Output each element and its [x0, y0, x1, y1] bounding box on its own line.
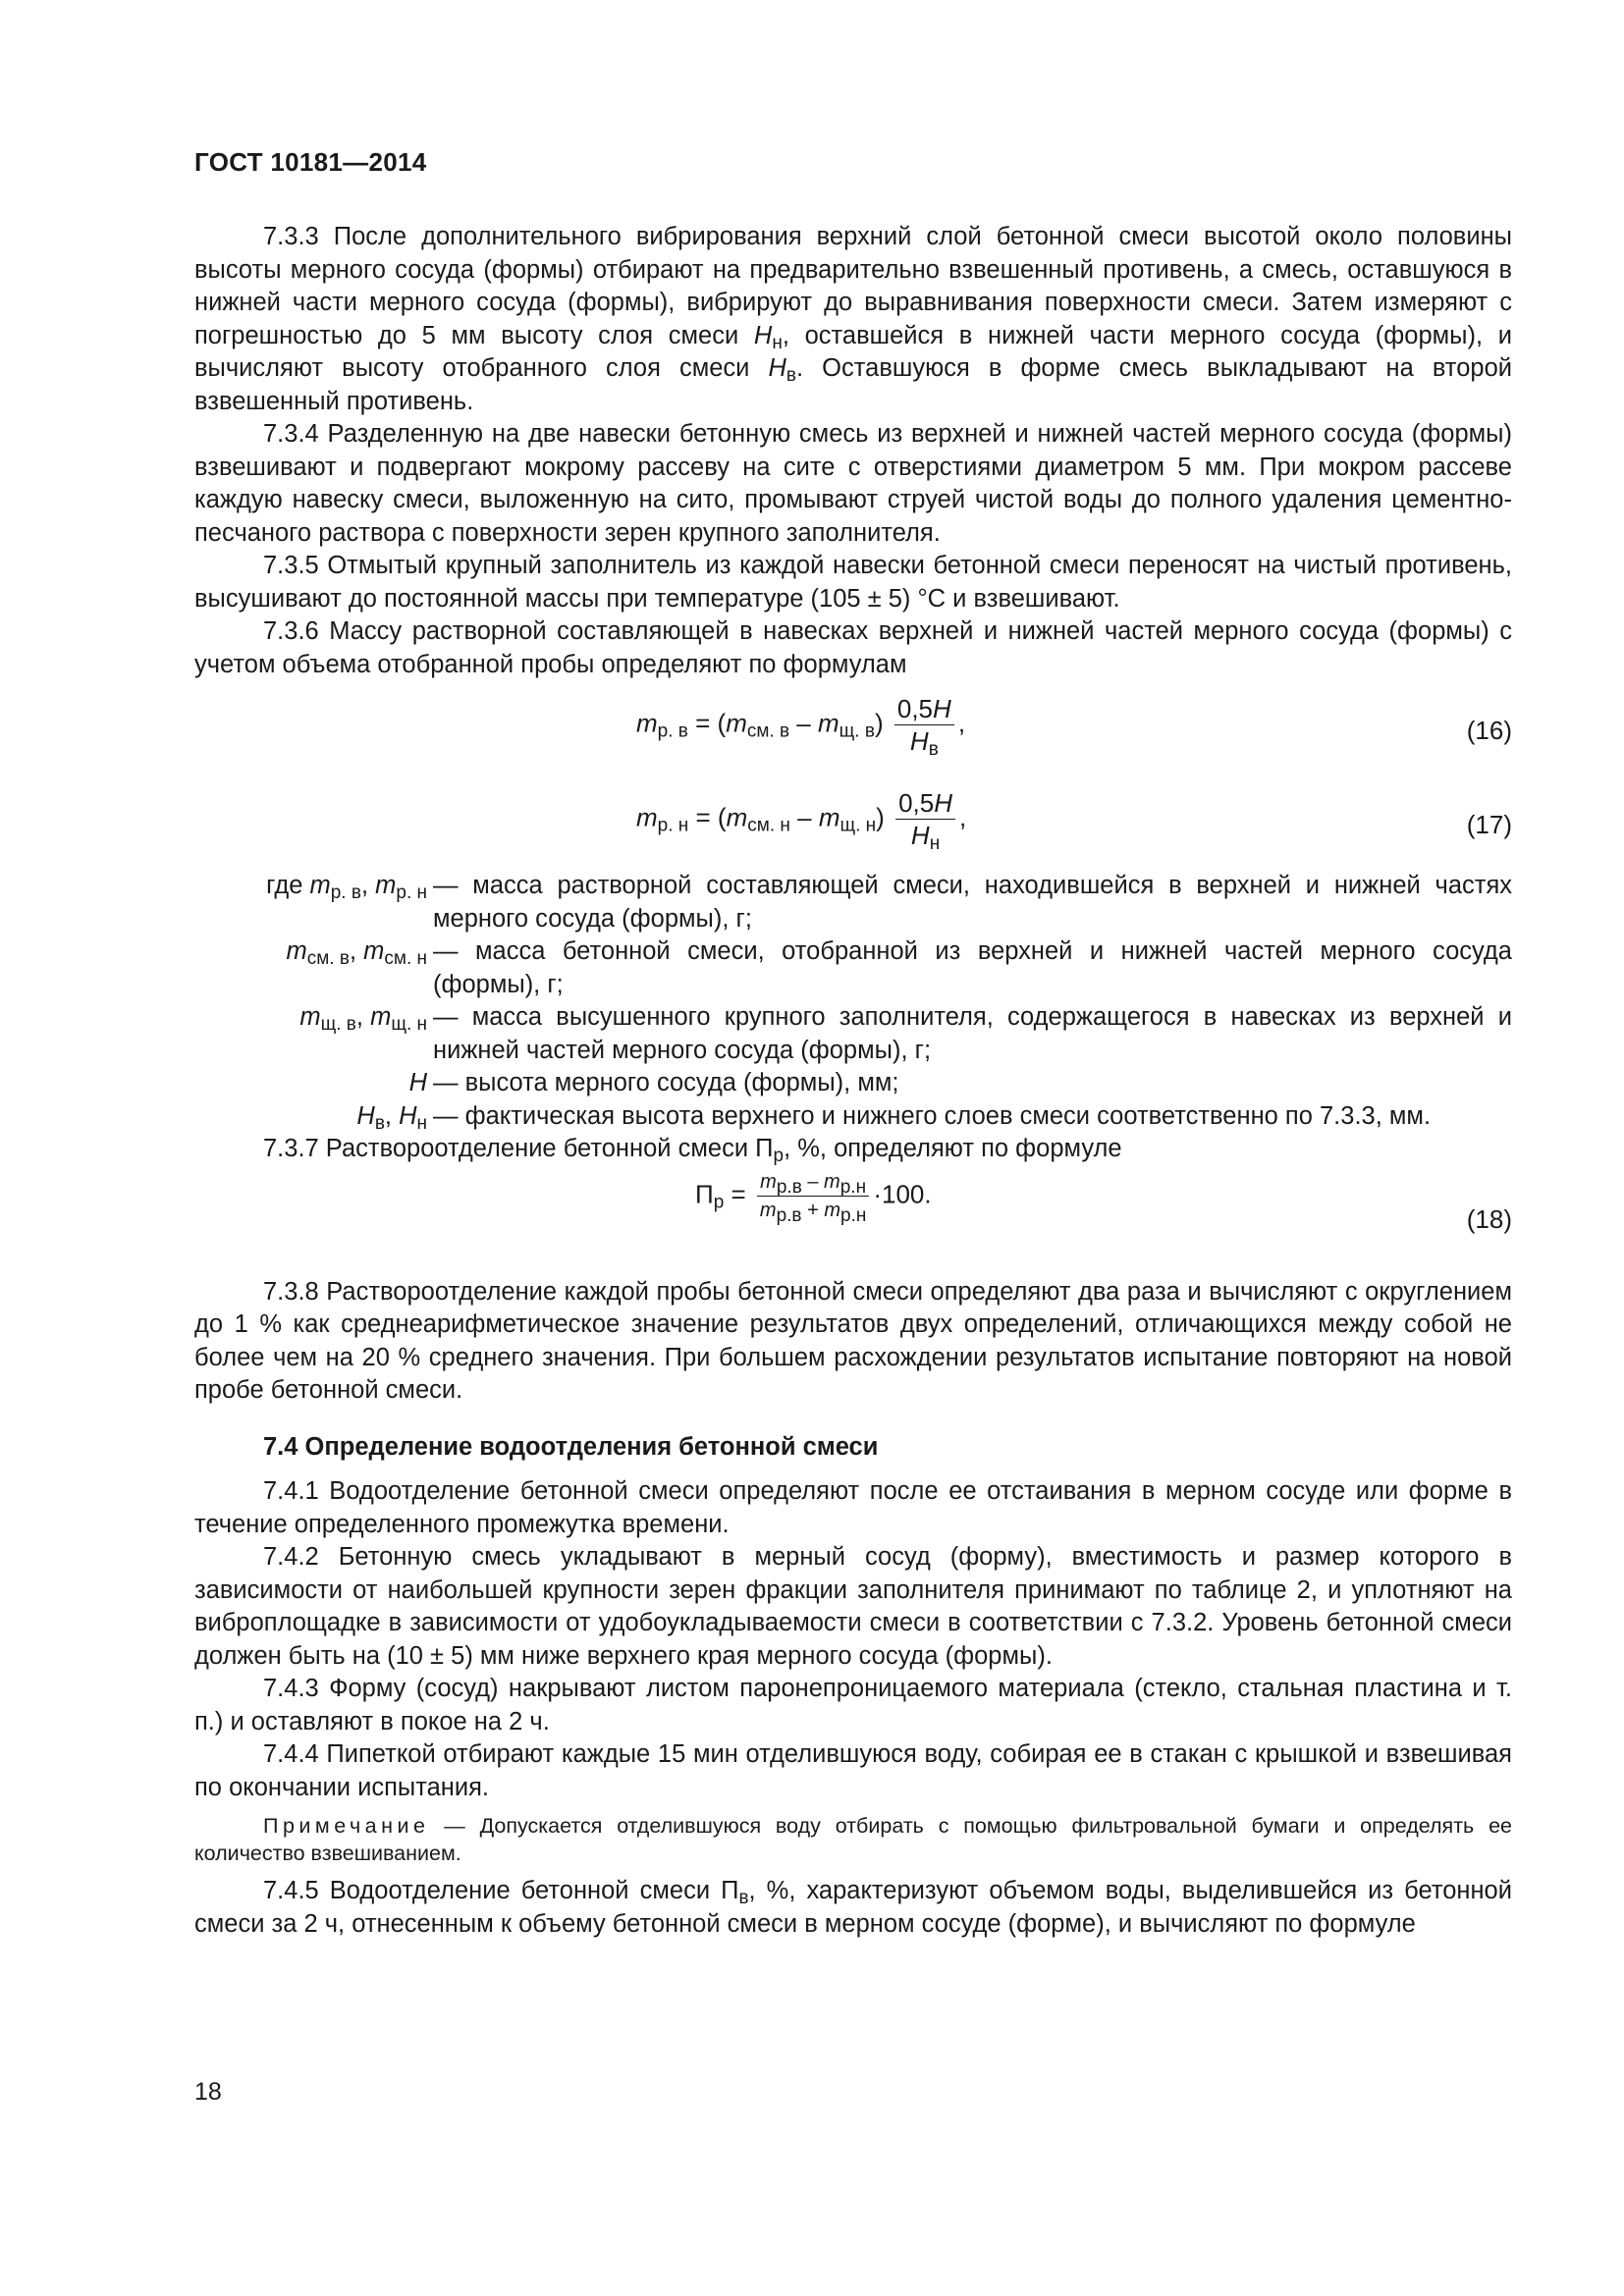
section-heading-7-4: 7.4 Определение водоотделения бетонной смеси — [263, 1432, 879, 1461]
note-label: Примечание — [263, 1814, 430, 1838]
legend-row: $m_{см. в}$, $m_{см. н}$ — масса бетонной смеси, отобранной из верхней и нижней частей мерного сосуда (формы), г; — [286, 937, 1512, 998]
legend-row: где $m_{р. в}$, $m_{р. н}$ — масса растворной составляющей смеси, находившейся в верхней и нижней частях мерного сосуда (формы), г; — [266, 872, 1512, 933]
paragraph-7-3-4: 7.3.4 Разделенную на две навески бетонную смесь из верхней и нижней частей мерного сосуда (формы) взвешивают и подвергают мокрому рассеву на сите с отверстиями диаметром 5 мм. При мокром рассеве каждую навеску смеси, выложенную на сито, промывают струей чистой воды до полного удаления цементно-песчаного раствора с поверхности зерен крупного заполнителя. — [194, 420, 1512, 547]
paragraph-7-3-3: 7.3.3 После дополнительного вибрирования верхний слой бетонной смеси высотой около половины высоты мерного сосуда (формы) отбирают на предварительно взвешенный противень, а смесь, оставшуюся в нижней части мерного сосуда (формы), вибрируют до выравнивания поверхности смеси. Затем измеряют с погрешностью до 5 мм высоту слоя смеси $H_н$, оставшейся в нижней части мерного сосуда (формы), и вычисляют высоту отобранного слоя смеси $H_в$. Оставшуюся в форме смесь выкладывают на второй взвешенный противень. — [194, 223, 1512, 415]
legend-row: $m_{щ. в}$, $m_{щ. н}$ — масса высушенного крупного заполнителя, содержащегося в навесках из верхней и нижней частей мерного сосуда (формы), г; — [299, 1003, 1512, 1064]
legend-row: H — высота мерного сосуда (формы), мм; — [408, 1069, 899, 1096]
formula-16-expression: $m_{р. в} = (m_{см. в} - m_{щ. в})$ $\frac{0,5H}{H_в}$ , — [636, 694, 966, 760]
formula-18 — [194, 1166, 1512, 1276]
formula-17-number: (17) — [1466, 810, 1512, 839]
formula-18-expression: $П_р$ = $\frac{m_{р.в} - m_{р.н}}{m_{р.в} + m_{р.н}}$ ·100. — [695, 1170, 932, 1226]
paragraph-7-4-3: 7.4.3 Форму (сосуд) накрывают листом паронепроницаемого материала (стекло, стальная пластина и т. п.) и оставляют в покое на 2 ч. — [194, 1675, 1512, 1735]
paragraph-7-4-5: 7.4.5 Водоотделение бетонной смеси $П_в$, %, характеризуют объемом воды, выделившейся из бетонной смеси за 2 ч, отнесенным к объему бетонной смеси в мерном сосуде (форме), и вычисляют по формуле — [194, 1877, 1512, 1938]
document-header: ГОСТ 10181—2014 — [194, 147, 427, 177]
paragraph-7-3-8: 7.3.8 Раствороотделение каждой пробы бетонной смеси определяют два раза и вычисляют с округлением до 1 % как среднеарифметическое значение результатов двух определений, отличающихся между собой не более чем на 20 % среднего значения. При большем расхождении результатов испытание повторяют на новой пробе бетонной смеси. — [194, 1277, 1512, 1404]
formula-17-fraction: $\frac{0,5H}{H_н}$ — [895, 789, 955, 849]
paragraph-7-4-4: 7.4.4 Пипеткой отбирают каждые 15 мин отделившуюся воду, собирая ее в стакан с крышкой и взвешивая по окончании испытания. — [194, 1740, 1512, 1801]
page-number: 18 — [194, 2078, 222, 2106]
formula-18-fraction: $\frac{m_{р.в} - m_{р.н}}{m_{р.в} + m_{р.н}}$ — [757, 1170, 869, 1222]
paragraph-7-3-6: 7.3.6 Массу растворной составляющей в навесках верхней и нижней частей мерного сосуда (формы) с учетом объема отобранной пробы определяют по формулам — [194, 617, 1512, 678]
paragraph-7-4-2: 7.4.2 Бетонную смесь укладывают в мерный сосуд (форму), вместимость и размер которого в зависимости от наибольшей крупности зерен фракции заполнителя принимают по таблице 2, и уплотняют на виброплощадке в зависимости от удобоукладываемости смеси в соответствии с 7.3.2. Уровень бетонной смеси должен быть на (10 ± 5) мм ниже верхнего края мерного сосуда (формы). — [194, 1543, 1512, 1670]
formula-16-number: (16) — [1466, 716, 1512, 745]
paragraph-7-3-7: 7.3.7 Раствороотделение бетонной смеси $П_р$, %, определяют по формуле — [263, 1135, 1122, 1166]
formula-16-fraction: $\frac{0,5H}{H_в}$ — [894, 695, 954, 755]
symbol-legend — [194, 870, 1512, 1133]
paragraph-7-4-1: 7.4.1 Водоотделение бетонной смеси определяют после ее отстаивания в мерном сосуде или форме в течение определенного промежутка времени. — [194, 1477, 1512, 1538]
formula-17-expression: $m_{р. н} = (m_{см. н} - m_{щ. н})$ $\frac{0,5H}{H_н}$ , — [636, 788, 967, 854]
formula-18-number: (18) — [1466, 1203, 1512, 1234]
paragraph-7-3-5: 7.3.5 Отмытый крупный заполнитель из каждой навески бетонной смеси переносят на чистый противень, высушивают до постоянной массы при температуре (105 ± 5) °С и взвешивают. — [194, 552, 1512, 613]
note: Примечание — Допускается отделившуюся воду отбирать с помощью фильтровальной бумаги и определять ее количество взвешиванием. — [194, 1814, 1512, 1865]
formula-16 — [194, 681, 1512, 775]
legend-row: $H_в$, $H_н$ — фактическая высота верхнего и нижнего слоев смеси соответственно по 7.3.3, мм. — [356, 1101, 1432, 1134]
formula-17 — [194, 775, 1512, 870]
document-body — [194, 221, 1512, 1941]
